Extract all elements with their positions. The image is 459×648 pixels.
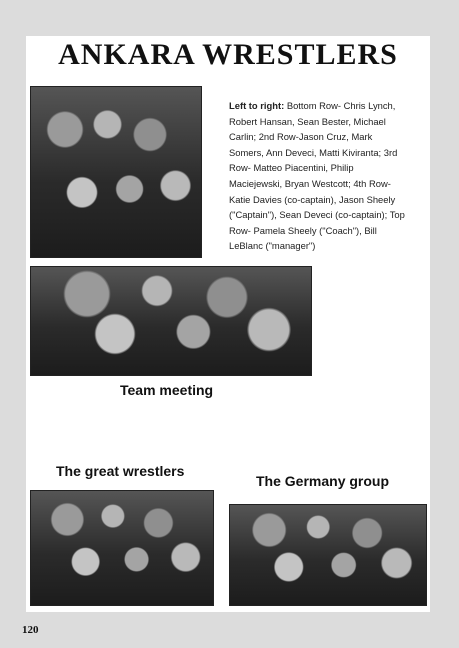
team-meeting-caption: Team meeting <box>120 382 214 398</box>
page-title: ANKARA WRESTLERS <box>58 38 398 71</box>
team-photo-caption <box>229 98 409 254</box>
great-wrestlers-photo <box>30 490 214 606</box>
team-meeting-photo <box>30 266 312 376</box>
caption-lead: Left to right: <box>229 100 287 111</box>
team-photo <box>30 86 202 258</box>
great-wrestlers-caption: The great wrestlers <box>56 463 185 479</box>
caption-body: Bottom Row- Chris Lynch, Robert Hansan, Sean Bester, Michael Carlin; 2nd Row-Jason Cruz, Mark Somers, Ann Deveci, Matti Kiviranta; 3rd Row- Matteo Piacentini, Philip Maciejewski, Bryan Westcott; 4th Row- Katie Davies (co-captain), Jason Sheely ("Captain"), Sean Deveci (co-captain); Top Row- Pamela Sheely ("Coach"), Bill LeBlanc ("manager") <box>229 100 405 252</box>
germany-group-photo <box>229 504 427 606</box>
page-number: 120 <box>22 624 39 636</box>
germany-group-caption: The Germany group <box>256 473 390 489</box>
